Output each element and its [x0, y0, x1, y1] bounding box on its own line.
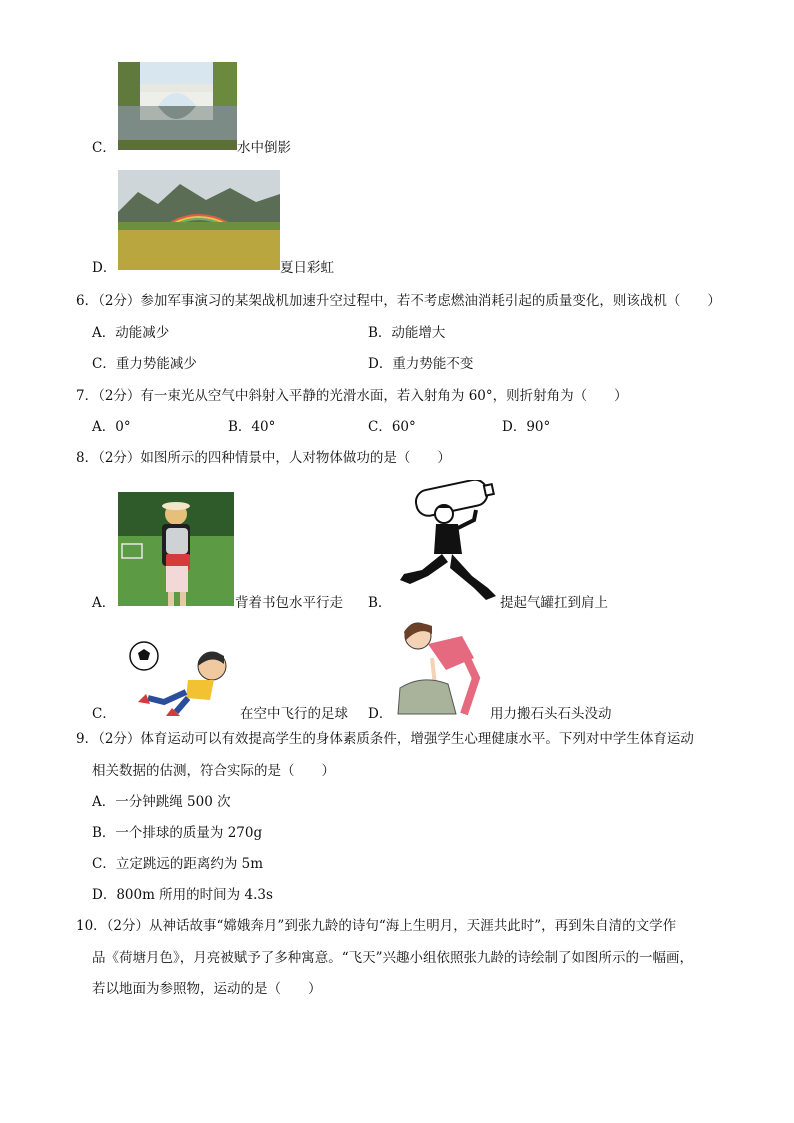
q8-option-b-letter: B． [368, 595, 392, 611]
q6-option-b: B．动能增大 [368, 325, 446, 341]
q8-option-c-caption: 在空中飞行的足球 [240, 706, 348, 722]
q10-stem-line2: 品《荷塘月色》，月亮被赋予了多种寓意。“飞天”兴趣小组依照张九龄的诗绘制了如图所示的一幅画， [92, 950, 694, 966]
q8-option-d-letter: D． [368, 706, 393, 722]
soccer-kick-image [118, 636, 240, 718]
q8-option-a-caption: 背着书包水平行走 [235, 595, 343, 611]
q6-option-c: C．重力势能减少 [92, 356, 197, 372]
q9-stem-line1: 9．（2分）体育运动可以有效提高学生的身体素质条件，增强学生心理健康水平。下列对中学生体育运动 [76, 731, 694, 747]
q7-option-d: D．90° [502, 419, 551, 435]
q5-option-d-caption: 夏日彩虹 [280, 260, 334, 276]
q5-option-d-letter: D． [92, 260, 117, 276]
q8-stem: 8．（2分）如图所示的四种情景中，人对物体做功的是（ ） [76, 450, 451, 466]
q9-stem-line2: 相关数据的估测，符合实际的是（ ） [92, 763, 335, 779]
q8-option-b-caption: 提起气罐扛到肩上 [500, 595, 608, 611]
backpack-student-image [118, 492, 234, 606]
q8-option-d-caption: 用力搬石头石头没动 [490, 706, 612, 722]
q6-option-a: A．动能减少 [92, 325, 170, 341]
q5-option-c-caption: 水中倒影 [237, 140, 291, 156]
q9-option-b: B．一个排球的质量为 270g [92, 825, 263, 841]
q7-option-c: C．60° [368, 419, 416, 435]
q7-option-b: B．40° [228, 419, 276, 435]
q10-stem-line1: 10．（2分）从神话故事“嫦娥奔月”到张九龄的诗句“海上生明月，天涯共此时”，再到朱自清的文学作 [76, 918, 677, 934]
q9-option-c: C．立定跳远的距离约为 5m [92, 856, 264, 872]
q9-option-d: D．800m 所用的时间为 4.3s [92, 887, 273, 903]
q6-stem: 6．（2分）参加军事演习的某架战机加速升空过程中，若不考虑燃油消耗引起的质量变化，则该战机（ ） [76, 293, 721, 309]
q6-option-d: D．重力势能不变 [368, 356, 474, 372]
q8-option-c-letter: C． [92, 706, 116, 722]
rainbow-image [118, 170, 280, 270]
q5-option-c-letter: C． [92, 140, 116, 156]
q7-option-a: A．0° [92, 419, 131, 435]
gas-cylinder-man-image [392, 480, 500, 606]
q9-option-a: A．一分钟跳绳 500 次 [92, 794, 231, 810]
q8-option-a-letter: A． [92, 595, 116, 611]
girl-rock-image [392, 618, 490, 718]
q10-stem-line3: 若以地面为参照物，运动的是（ ） [92, 981, 322, 997]
bridge-reflection-image [118, 62, 237, 150]
q7-stem: 7．（2分）有一束光从空气中斜射入平静的光滑水面，若入射角为 60°，则折射角为（ ） [76, 388, 628, 404]
